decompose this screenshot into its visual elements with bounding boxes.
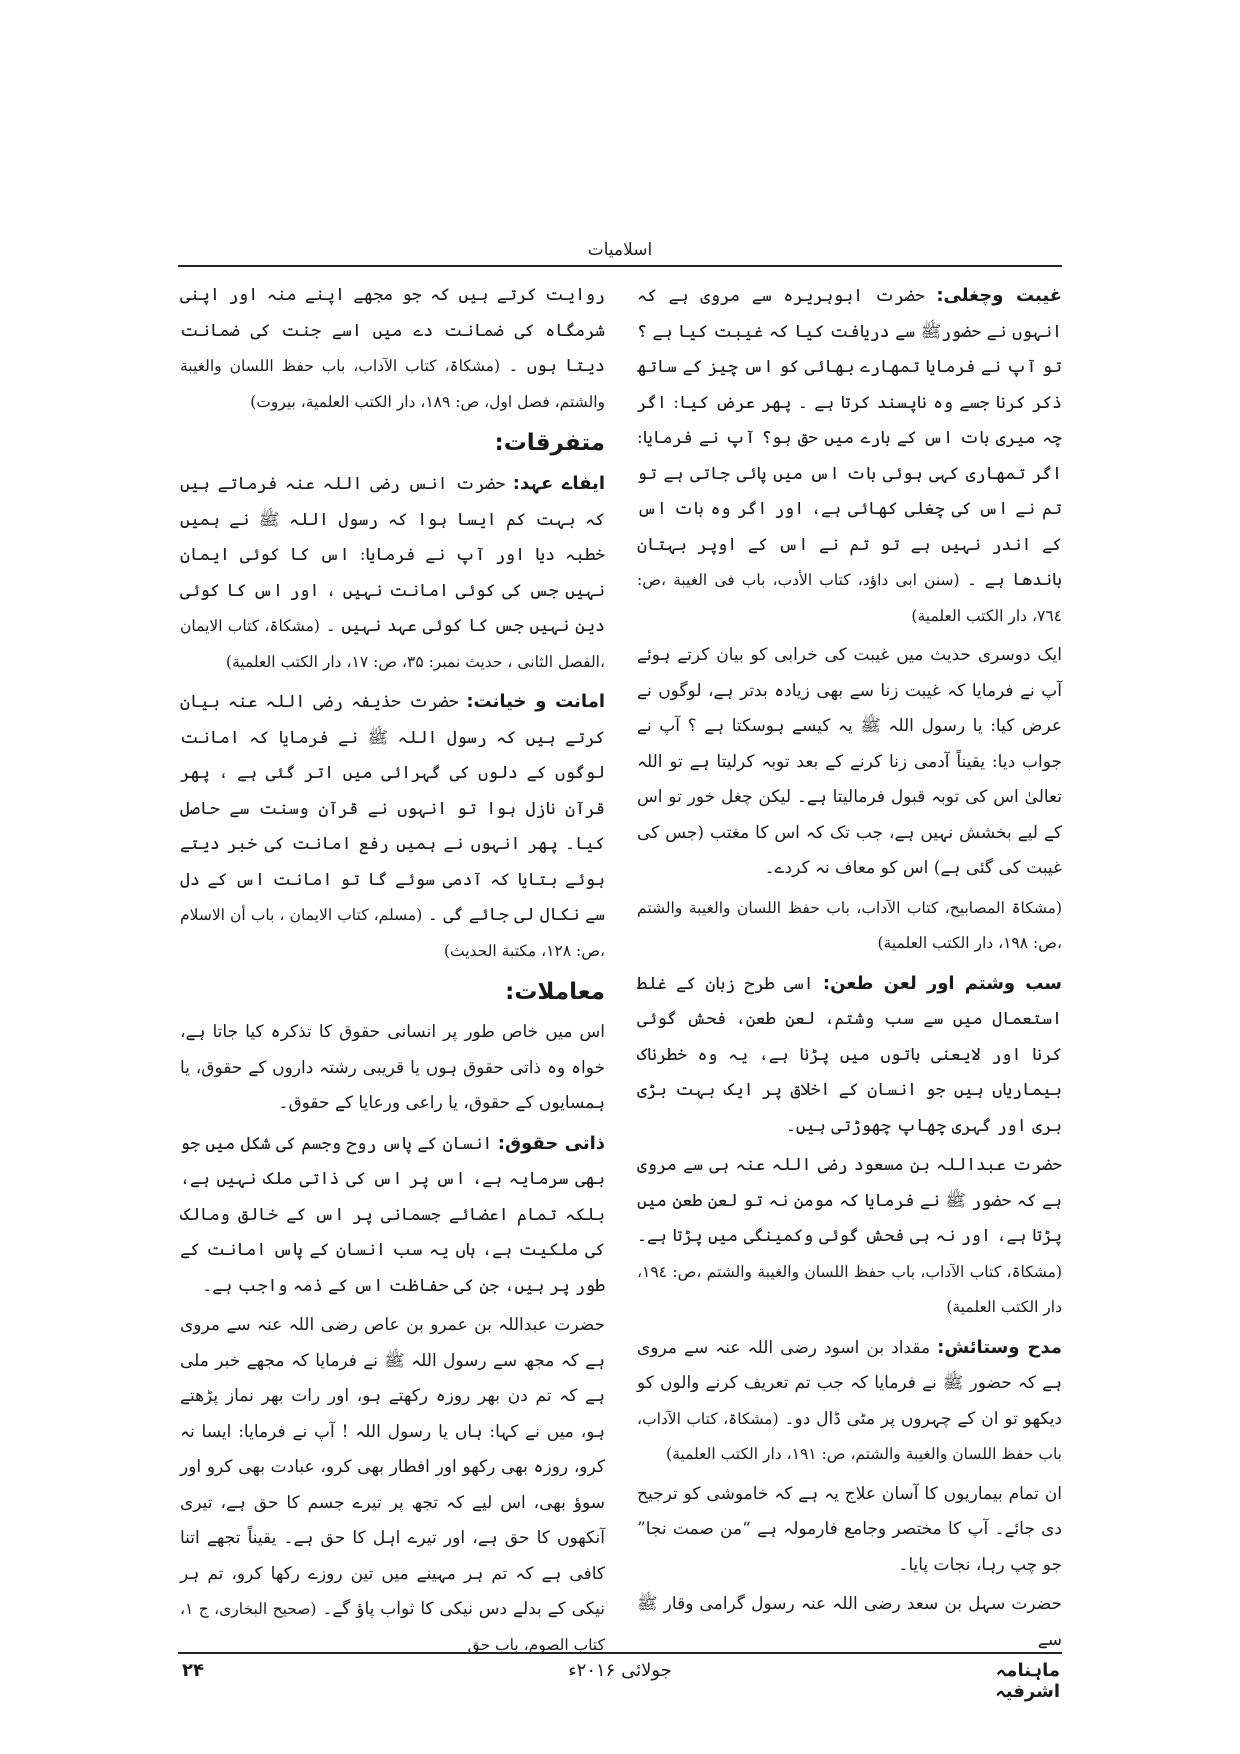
citation: (مشکاۃ، کتاب الآداب، باب حفظ اللسان والغیبة والشتم، ص: ۱۹۱، دار الکتب العلمیة) — [637, 1409, 1062, 1463]
section-heading: معاملات: — [505, 979, 605, 1005]
paragraph: غیبت وچغلی: حضرت ابوہریرہ سے مروی ہے کہ انہوں نے حضورﷺ سے دریافت کیا کہ غیبت کیا ہے ؟ تو آپ نے فرمایا تمھارے بھائی کو اس چیز کے ساتھ ذکر کرنا جسے وہ ناپسند کرتا ہے ۔ پھر عرض کیا: اگر چہ میری بات اس کے بارے میں حق ہو؟ آپ نے فرمایا: اگر تمھاری کہی ہوئی بات اس میں پائی جاتی ہے تو تم نے اس کی چغلی کھائی ہے، اور اگر وہ بات اس کے اندر نہیں ہے تو تم نے اس کے اوپر بہتان باندھا ہے ۔ (سنن ابی داؤد، کتاب الأدب، باب فی الغیبة ،ص: ۷٦٤، دار الکتب العلمیة) — [637, 285, 1063, 625]
paragraph: روایت کرتے ہیں کہ جو مجھے اپنے منہ اور اپنی شرمگاہ کی ضمانت دے میں اسے جنت کی ضمانت دیتا ہوں ۔ (مشکاۃ، کتاب الآداب، باب حفظ اللسان والغیبة والشتم، فصل اول، ص: ۱۸۹، دار الکتب العلمیة، بیروت) — [180, 285, 605, 411]
citation: (مشکاۃ، کتاب الآداب، باب حفظ اللسان والغیبة والشتم، فصل اول، ص: ۱۸۹، دار الکتب العلمیة، بیروت) — [180, 357, 605, 411]
citation: (صحیح البخاری، ج ۱، کتاب الصوم، باب حق — [180, 1600, 605, 1654]
page-number: ۲۴ — [182, 1660, 204, 1681]
paragraph: ایک دوسری حدیث میں غیبت کی خرابی کو بیان کرتے ہوئے آپ نے فرمایا کہ غیبت زنا سے بھی زیادہ بدتر ہے، لوگوں نے عرض کیا: یا رسول اللہ ﷺ یہ کیسے ہوسکتا ہے ؟ آپ نے جواب دیا: یقیناً آدمی زنا کرنے کے بعد توبہ کرلیتا ہے تو اللہ تعالیٰ اس کی توبہ قبول فرمالیتا ہے۔ لیکن چغل خور تو اس کے لیے بخشش نہیں ہے، جب تک کہ اس کا مغتب (جس کی غیبت کی گئی ہے) اس کو معاف نہ کردے۔ — [637, 645, 1062, 878]
issue-date: جولائی ۲۰۱۶ء — [568, 1660, 672, 1681]
section-heading: متفرقات: — [494, 430, 605, 456]
paragraph: اس میں خاص طور پر انسانی حقوق کا تذکرہ کیا جاتا ہے، خواہ وہ ذاتی حقوق ہوں یا قریبی رشتہ داروں کے حقوق، یا ہمسایوں کے حقوق، یا راعی ورعایا کے حقوق۔ — [180, 1022, 605, 1113]
section-lead: ذاتی حقوق: — [497, 1132, 606, 1154]
citation: (مشکاۃ، کتاب الایمان ،الفصل الثانی ، حدیث نمبر: ۳۵، ص: ۱۷، دار الکتب العلمیة) — [180, 617, 605, 671]
paragraph: ان تمام بیماریوں کا آسان علاج یہ ہے کہ خاموشی کو ترجیح دی جائے۔ آپ کا مختصر وجامع فارمولہ ہے “من صمت نجا” جو چپ رہا، نجات پایا۔ — [637, 1483, 1062, 1575]
header-rule — [178, 265, 1062, 267]
citation: (سنن ابی داؤد، کتاب الأدب، باب فی الغیبة ،ص: ۷٦٤، دار الکتب العلمیة) — [637, 571, 1062, 625]
section-lead: ایفاے عہد: — [512, 473, 605, 494]
running-head: اسلامیات — [587, 240, 653, 260]
magazine-name: ماہنامہ اشرفیہ — [995, 1660, 1060, 1702]
footer-rule — [178, 1652, 1062, 1654]
paragraph: سب وشتم اور لعن طعن: اسی طرح زبان کے غلط استعمال میں سے سب وشتم، لعن طعن، فحش گوئی کرنا اور لایعنی باتوں میں پڑنا ہے، یہ وہ خطرناک بیماریاں ہیں جو انسان کے اخلاق پر ایک بہت بڑی بری اور گہری چھاپ چھوڑتی ہیں۔ — [637, 972, 1062, 1136]
section-lead: غیبت وچغلی: — [936, 285, 1062, 306]
paragraph: حضرت سہل بن سعد رضی اللہ عنہ رسول گرامی وقار ﷺ سے — [637, 1594, 1062, 1650]
citation: (مشکاۃ، کتاب الآداب، باب حفظ اللسان والغیبة والشتم ،ص: ۱۹٤، دار الکتب العلمیة) — [637, 1262, 1062, 1316]
paragraph: حضرت عبداللہ بن عمرو بن عاص رضی اللہ عنہ سے مروی ہے کہ مجھ سے رسول اللہ ﷺ نے فرمایا کہ مجھے خبر ملی ہے کہ تم دن بھر روزہ رکھتے ہو، اور رات بھر نماز پڑھتے ہو، میں نے کہا: ہاں یا رسول اللہ ! آپ نے فرمایا: ایسا نہ کرو، روزہ بھی رکھو اور افطار بھی کرو، عبادت بھی کرو اور سوؤ بھی، اس لیے کہ تجھ پر تیرے جسم کا حق ہے، تیری آنکھوں کا حق ہے، اور تیرے اہل کا حق ہے۔ یقیناً تجھے اتنا کافی ہے کہ تم ہر مہینے میں تین روزے رکھا کرو، تم ہر نیکی کے بدلے دس نیکی کا ثواب پاؤ گے۔ (صحیح البخاری، ج ۱، کتاب الصوم، باب حق — [180, 1315, 605, 1654]
paragraph: ذاتی حقوق: انسان کے پاس روح وجسم کی شکل میں جو بھی سرمایہ ہے، اس پر اس کی ذاتی ملک نہیں ہے، بلکہ تمام اعضائے جسمانی پر اس کے خالق ومالک کی ملکیت ہے، ہاں یہ سب انسان کے پاس امانت کے طور پر ہیں، جن کی حفاظت اس کے ذمہ واجب ہے۔ — [180, 1132, 606, 1296]
citation: (مسلم، کتاب الایمان ، باب أن الاسلام ،ص: ۱۲۸، مکتبة الحدیث) — [180, 906, 605, 960]
section-lead: امانت و خیانت: — [466, 691, 606, 712]
right-column — [637, 278, 1063, 1650]
left-column — [180, 278, 606, 1654]
section-lead: سب وشتم اور لعن طعن: — [822, 972, 1062, 994]
paragraph: مدح وستائش: مقداد بن اسود رضی اللہ عنہ سے مروی ہے کہ حضور ﷺ نے فرمایا کہ جب تم تعریف کرنے والوں کو دیکھو تو ان کے چہروں پر مٹی ڈال دو۔ (مشکاۃ، کتاب الآداب، باب حفظ اللسان والغیبة والشتم، ص: ۱۹۱، دار الکتب العلمیة) — [637, 1336, 1063, 1463]
paragraph: حضرت عبداللہ بن مسعود رضی اللہ عنہ ہی سے مروی ہے کہ حضور ﷺ نے فرمایا کہ مومن نہ تو لعن طعن میں پڑتا ہے، اور نہ ہی فحش گوئی وکمینگی میں پڑتا ہے۔ (مشکاۃ، کتاب الآداب، باب حفظ اللسان والغیبة والشتم ،ص: ۱۹٤، دار الکتب العلمیة) — [637, 1155, 1062, 1316]
section-lead: مدح وستائش: — [937, 1336, 1062, 1358]
paragraph: ایفاے عہد: حضرت انس رضی اللہ عنہ فرماتے ہیں کہ بہت کم ایسا ہوا کہ رسول اللہ ﷺ نے ہمیں خطبہ دیا اور آپ نے فرمایا: اس کا کوئی ایمان نہیں جس کی کوئی امانت نہیں ، اور اس کا کوئی دین نہیں جس کا کوئی عہد نہیں ۔ (مشکاۃ، کتاب الایمان ،الفصل الثانی ، حدیث نمبر: ۳۵، ص: ۱۷، دار الکتب العلمیة) — [180, 473, 606, 671]
citation: (مشکاۃ المصابیح، کتاب الآداب، باب حفظ اللسان والغیبة والشتم ،ص: ۱۹۸، دار الکتب العلمیة) — [637, 898, 1062, 952]
paragraph: امانت و خیانت: حضرت حذیفہ رضی اللہ عنہ بیان کرتے ہیں کہ رسول اللہ ﷺ نے فرمایا کہ امانت لوگوں کے دلوں کی گہرائی میں اتر گئی ہے ، پھر قرآن نازل ہوا تو انہوں نے قرآن وسنت سے حاصل کیا۔ پھر انہوں نے ہمیں رفع امانت کی خبر دیتے ہوئے بتایا کہ آدمی سوئے گا تو امانت اس کے دل سے نکال لی جائے گی ۔ (مسلم، کتاب الایمان ، باب أن الاسلام ،ص: ۱۲۸، مکتبة الحدیث) — [180, 691, 606, 960]
